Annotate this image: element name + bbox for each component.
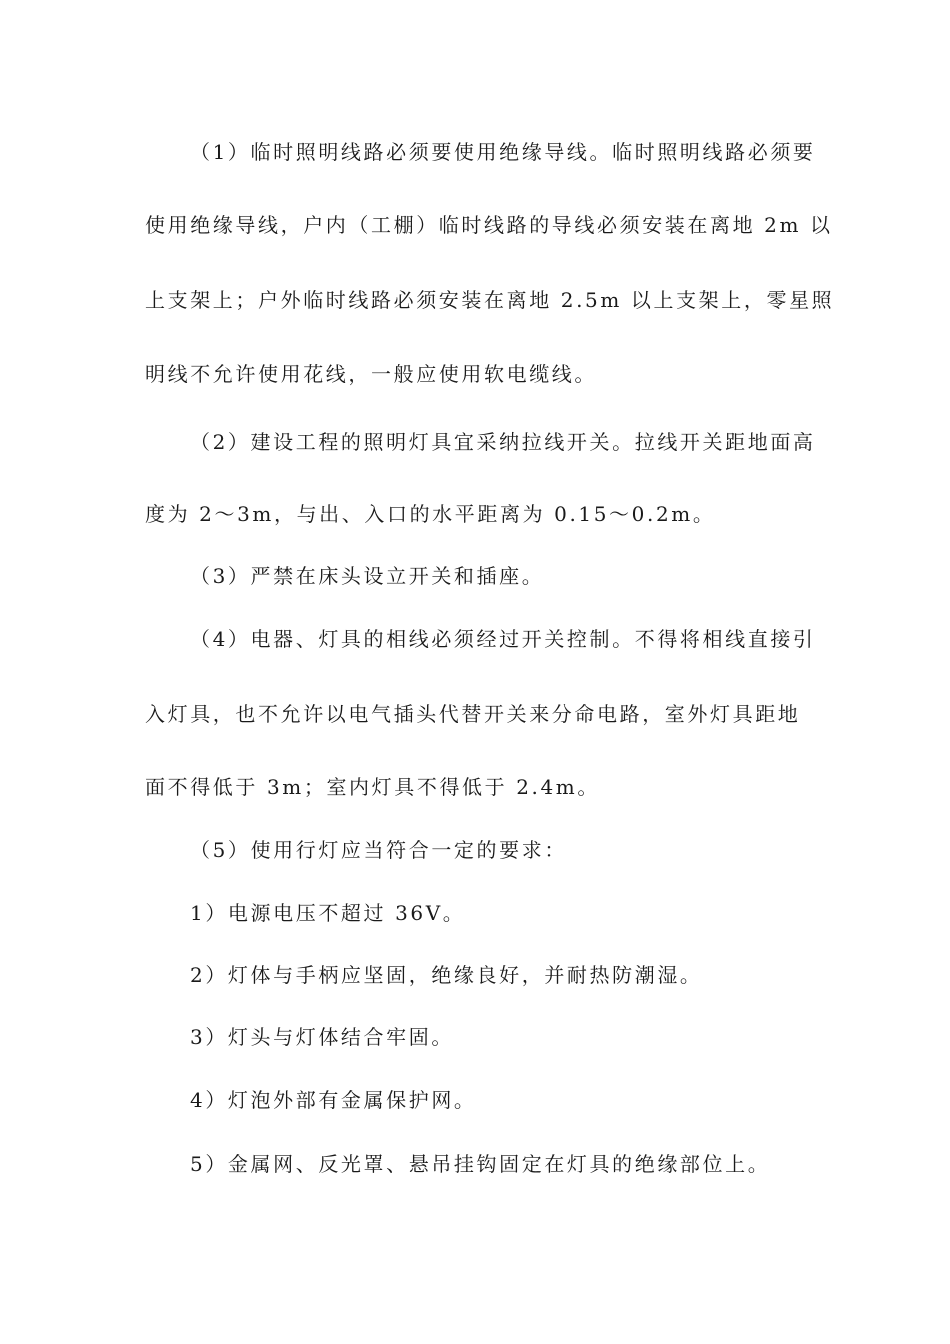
list-item-5: 5）金属网、反光罩、悬吊挂钩固定在灯具的绝缘部位上。 bbox=[190, 1152, 771, 1176]
paragraph-5-line-1: （5）使用行灯应当符合一定的要求： bbox=[190, 838, 567, 862]
list-item-1: 1）电源电压不超过 36V。 bbox=[190, 901, 466, 925]
paragraph-1-line-3: 上支架上；户外临时线路必须安装在离地 2.5m 以上支架上，零星照 bbox=[145, 288, 835, 312]
paragraph-4-line-2: 入灯具，也不允许以电气插头代替开关来分命电路，室外灯具距地 bbox=[145, 702, 801, 726]
paragraph-4-line-3: 面不得低于 3m；室内灯具不得低于 2.4m。 bbox=[145, 775, 600, 799]
paragraph-1-line-4: 明线不允许使用花线，一般应使用软电缆线。 bbox=[145, 362, 597, 386]
paragraph-2-line-2: 度为 2～3m，与出、入口的水平距离为 0.15～0.2m。 bbox=[145, 502, 716, 526]
paragraph-1-line-1: （1）临时照明线路必须要使用绝缘导线。临时照明线路必须要 bbox=[190, 140, 816, 164]
paragraph-2-line-1: （2）建设工程的照明灯具宜采纳拉线开关。拉线开关距地面高 bbox=[190, 430, 816, 454]
list-item-4: 4）灯泡外部有金属保护网。 bbox=[190, 1088, 477, 1112]
list-item-2: 2）灯体与手柄应坚固，绝缘良好，并耐热防潮湿。 bbox=[190, 963, 703, 987]
list-item-3: 3）灯头与灯体结合牢固。 bbox=[190, 1025, 454, 1049]
paragraph-4-line-1: （4）电器、灯具的相线必须经过开关控制。不得将相线直接引 bbox=[190, 627, 816, 651]
paragraph-1-line-2: 使用绝缘导线，户内（工棚）临时线路的导线必须安装在离地 2m 以 bbox=[145, 213, 833, 237]
paragraph-3-line-1: （3）严禁在床头设立开关和插座。 bbox=[190, 564, 545, 588]
